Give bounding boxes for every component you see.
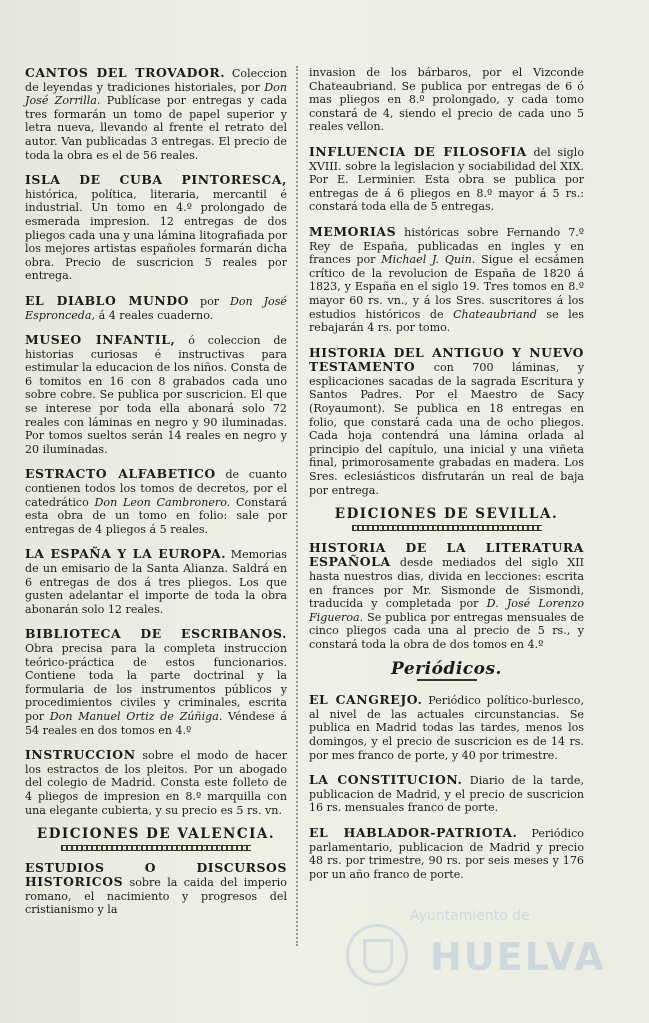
entry-title: MEMORIAS [309,223,397,239]
entry-text: Constará esta obra de un tomo en folio: sale por entregas de 4 pliegos á 5 reales. [25,495,287,536]
entry-author: Don Leon Cambronero. [94,495,231,509]
entry-text: histórica, política, literaria, mercantil é industrial. Un tomo en 4.º prolongado de esmerada impresion. 12 entregas de dos pliegos cada una y una lámina litografiada por los mejores artistas españoles formarán dicha obra. Precio de suscricion 5 reales por entrega. [25,187,287,283]
entry-text: Periódico político-burlesco, al nivel de las actuales circunstancias. Se publica en Madrid todas las tardes, menos los domingos, y el precio de suscricion es de 14 rs. por mes franco de porte, y 40 por trimestre. [309,694,584,762]
column-divider [296,66,299,946]
watermark-title: HUELVA [430,935,606,979]
entry-author: Michael J. Quin. [381,253,476,267]
entry-biblioteca-escribanos [25,627,287,737]
entry-text: Coleccion de leyendas y tradiciones historiales, por [25,67,287,94]
short-rule [417,679,477,681]
watermark-subtitle: Ayuntamiento de [410,908,530,924]
left-column [25,66,287,928]
section-heading-sevilla: EDICIONES DE SEVILLA. [334,506,559,523]
entry-title: EL CANGREJO. [309,692,423,708]
entry-text: con 700 láminas, y esplicaciones sacadas de la sagrada Escritura y Santos Padres. Por el Maestro de Sacy (Royaumont). Se publica en 18 entregas en folio, que constará cada una de ocho pliegos. Cada hoja contendrá una lámina orlada al principio del capítulo, una inicial y una viñeta final, primorosamente grabadas en madera. Los Sres. eclesiásticos disfrutarán un real de baja por entrega. [309,361,584,497]
ornamental-rule [61,845,251,851]
entry-estudios-discursos [25,861,287,917]
entry-text: históricas sobre Fernando 7.º Rey de España, publicadas en ingles y en frances por [309,225,584,267]
entry-title: EL DIABLO MUNDO [25,292,190,308]
entry-title: EL HABLADOR-PATRIOTA. [309,824,518,840]
entry-text: se les rebajarán 4 rs. por tomo. [309,307,584,335]
entry-title: LA ESPAÑA Y LA EUROPA. [25,546,227,562]
entry-text: Diario de la tarde, publicacion de Madrid, y el precio de suscricion 16 rs. mensuales franco de porte. [309,774,584,815]
entry-title: ESTUDIOS O DISCURSOS HISTORICOS [25,859,287,890]
entry-title: BIBLIOTECA DE ESCRIBANOS. [25,626,287,642]
entry-text: Véndese á 54 reales en dos tomos en 4.º [25,709,287,737]
entry-cantos-del-trovador [25,66,287,162]
entry-espana-y-europa [25,547,287,616]
entry-historia-testamento [309,346,584,498]
entry-author: Don José Espronceda, [25,294,287,322]
entry-text: Sigue el ecsámen crítico de la revolucion de España de 1820 á 1823, y España en el siglo 19. Tres tomos en 8.º mayor 60 rs. vn., y á los Sres. suscritores á los estudios históricos de [309,253,585,321]
entry-title: LA CONSTITUCION. [309,772,463,788]
entry-author: Don José Zorrilla. [25,80,287,108]
entry-title: HISTORIA DEL ANTIGUO Y NUEVO TESTAMENTO [309,344,584,375]
entry-instruccion [25,748,287,817]
entry-continuation [309,66,584,134]
entry-text: Periódico parlamentario, publicacion de Madrid y precio 48 rs. por trimestre, 90 rs. por seis meses y 176 por un año franco de porte. [309,826,584,881]
entry-historia-literatura [309,541,584,652]
entry-la-constitucion [309,773,584,815]
entry-text: del siglo XVIII. sobre la legislacion y sociabilidad del XIX. Por E. Lerminier. Esta obra se publica por entregas de á 6 pliegos en 8.º mayor á 5 rs.: constará toda ella de 5 entregas. [309,145,584,214]
entry-text: desde mediados del siglo XII hasta nuestros dias, divida en lecciones: escrita en frances por Mr. Sismonde de Sismondi, traducida y completada por [309,556,584,611]
right-column [309,66,584,892]
entry-title: ESTRACTO ALFABETICO [25,466,216,482]
entry-text: Obra precisa para la completa instruccion teórico-práctica de estos funcionarios. Contiene toda la parte doctrinal y la formularia de los instrumentos públicos y procedimientos civiles y criminales, escrita por [25,641,287,723]
entry-author: D. José Lorenzo Figueroa. [309,597,584,624]
entry-title: MUSEO INFANTIL, [25,332,176,348]
entry-text: á 4 reales cuaderno. [95,308,214,322]
entry-estracto-alfabetico [25,467,287,536]
entry-text: de cuanto contienen todos los tomos de decretos, por el catedrático [25,468,287,509]
ornamental-rule [352,525,542,531]
entry-text: sobre el modo de hacer los estractos de los pleitos. Por un abogado del colegio de Madrid. Consta este folleto de 4 pliegos de impresion en 8.º marquilla con una elegante cubierta, y su precio es 5 rs. vn. [25,749,287,817]
section-heading-valencia: EDICIONES DE VALENCIA. [36,826,276,843]
entry-text: ó coleccion de historias curiosas é instructivas para estimular la educacion de los niños. Consta de 6 tomitos en 16 con 8 grabados cada uno sobre cobre. Se publica por suscricion. El que se interese por toda ella abonará solo 72 reales con láminas en negro y 90 iluminadas. Por tomos sueltos serán 14 reales en negro y 20 iluminadas. [25,334,287,456]
entry-title: INSTRUCCION [25,747,136,763]
entry-hablador-patriota [309,826,584,881]
section-heading-periodicos: Periódicos. [391,658,502,679]
entry-memorias [309,225,584,335]
entry-diablo-mundo [25,294,287,322]
entry-text: Memorias de un emisario de la Santa Alianza. Saldrá en 6 entregas de dos á tres pliegos. Los que gusten adelantar el importe de toda la obra abonarán solo 12 reales. [25,548,288,616]
entry-museo-infantil [25,333,287,456]
entry-text: invasion de los bárbaros, por el Vizconde Chateaubriand. Se publica por entregas de 6 ó mas pliegos en 8.º prolongado, y cada tomo constará de 4, siendo el precio de cada uno 5 reales vellon. [309,66,584,134]
entry-title: CANTOS DEL TROVADOR. [25,65,226,80]
watermark-seal-icon [346,924,408,986]
entry-text: Se publica por entregas mensuales de cinco pliegos cada una al precio de 5 rs., y constará toda la obra de dos tomos en 4.º [309,610,584,651]
entry-el-cangrejo [309,693,584,762]
entry-title: ISLA DE CUBA PINTORESCA, [25,172,287,188]
entry-title: HISTORIA DE LA LITERATURA ESPAÑOLA [309,539,584,570]
entry-author: Don Manuel Ortiz de Zúñiga. [49,709,223,723]
entry-text: sobre la caida del imperio romano, el nacimiento y progresos del cristianismo y la [25,876,287,917]
entry-author: Chateaubriand [453,307,537,321]
entry-title: INFLUENCIA DE FILOSOFIA [309,143,527,159]
entry-isla-de-cuba [25,173,287,283]
entry-text: por [189,294,230,308]
entry-influencia-filosofia [309,145,584,214]
entry-text: Publícase por entregas y cada tres formarán un tomo de papel superior y letra nueva, llevando al frente el retrato del autor. Van publicadas 3 entregas. El precio de toda la obra es el de 56 reales. [25,94,287,162]
